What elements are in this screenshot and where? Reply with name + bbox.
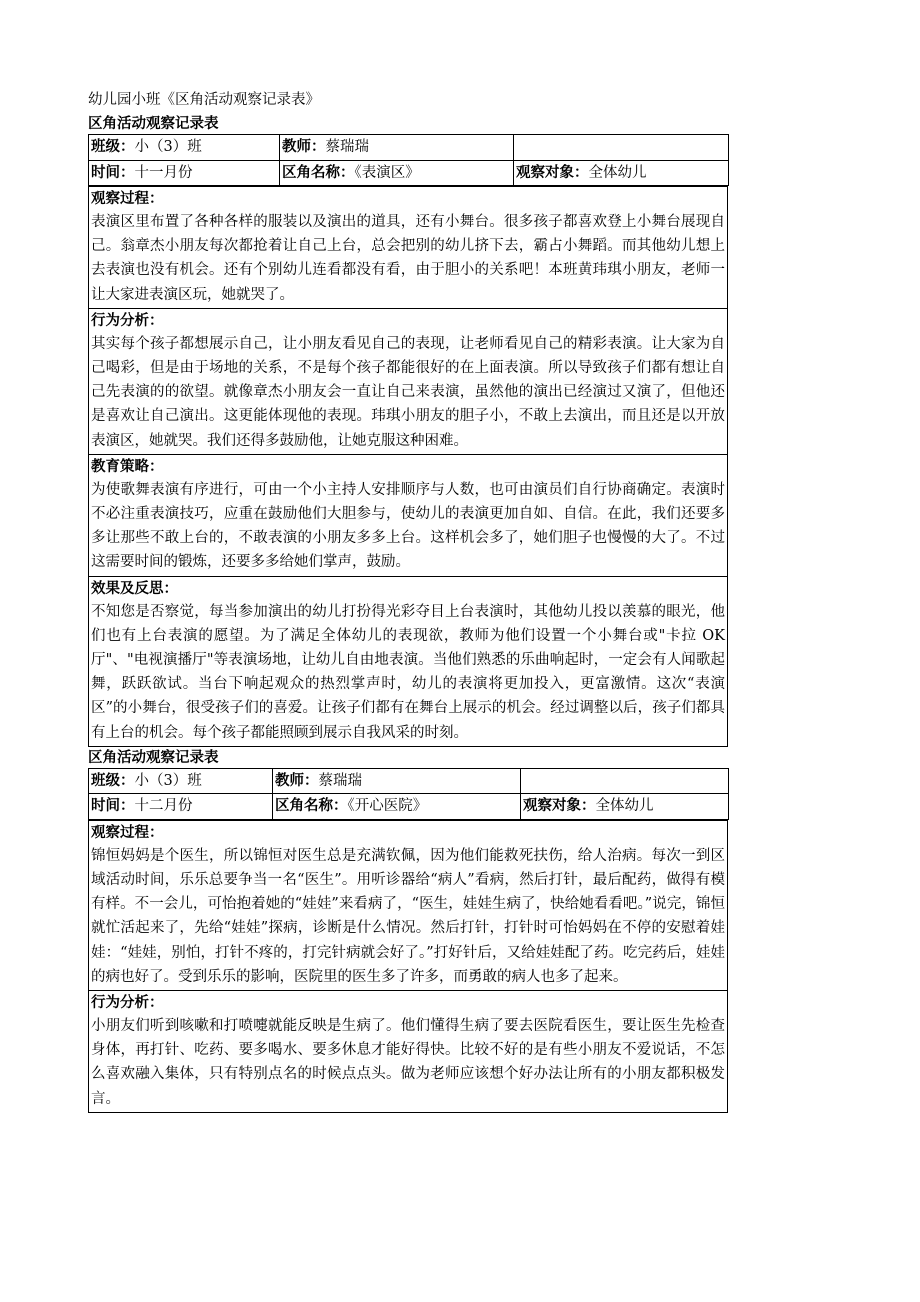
section-observation xyxy=(89,820,728,990)
section-observation xyxy=(89,187,728,309)
corner-value: 《开心医院》 xyxy=(347,798,428,815)
corner-label: 区角名称： xyxy=(275,797,348,815)
corner-value: 《表演区》 xyxy=(354,164,420,181)
section-analysis xyxy=(89,991,728,1113)
target-value: 全体幼儿 xyxy=(595,798,654,815)
class-cell xyxy=(89,768,273,794)
time-label: 时间： xyxy=(91,163,135,181)
record-row-time xyxy=(89,794,729,820)
section-heading: 效果及反思： xyxy=(91,579,178,597)
teacher-label: 教师： xyxy=(282,138,326,155)
record-row-class xyxy=(89,768,729,794)
section-analysis xyxy=(89,308,728,454)
target-cell xyxy=(521,794,729,820)
time-cell xyxy=(89,160,280,186)
corner-label: 区角名称： xyxy=(282,163,355,181)
section-text: 其实每个孩子都想展示自己，让小朋友看见自己的表现，让老师看见自己的精彩表演。让大家为自己喝彩，但是由于场地的关系，不是每个孩子都能很好的在上面表演。所以导致孩子们都有想让自己先表演的的欲望。就像章杰小朋友会一直让自己来表演，虽然他的演出已经演过又演了，但他还是喜欢让自己演出。这更能体现他的表现。玮琪小朋友的胆子小，不敢上去演出，而且还是以开放表演区，她就哭。我们还得多鼓励他，让她克服这种困难。 xyxy=(91,335,725,449)
section-text: 不知您是否察觉，每当参加演出的幼儿打扮得光彩夺目上台表演时，其他幼儿投以羡慕的眼光，他们也有上台表演的愿望。为了满足全体幼儿的表现欲，教师为他们设置一个小舞台或"卡拉 OK 厅"、"电视演播厅"等表演场地，让幼儿自由地表演。当他们熟悉的乐曲响起时，一定会有人闻歌起舞，跃跃欲试。当台下响起观众的热烈掌声时，幼儿的表演将更加投入，更富激情。这次“表演区”的小舞台，很受孩子们的喜爱。让孩子们都有在舞台上展示的机会。经过调整以后，孩子们都具有上台的机会。每个孩子都能照顾到展示自我风采的时刻。 xyxy=(91,603,725,741)
class-label: 班级： xyxy=(91,771,135,789)
section-heading: 行为分析： xyxy=(91,994,164,1012)
document-title: 幼儿园小班《区角活动观察记录表》 xyxy=(88,92,320,108)
section-heading: 教育策略： xyxy=(91,457,164,475)
empty-cell xyxy=(521,768,729,794)
teacher-cell xyxy=(280,135,514,161)
teacher-value: 蔡瑞瑞 xyxy=(318,772,362,789)
class-value: 小（3）班 xyxy=(134,772,202,789)
target-label: 观察对象： xyxy=(523,797,596,815)
section-reflection xyxy=(89,576,728,746)
teacher-label: 教师： xyxy=(275,771,319,789)
teacher-value: 蔡瑞瑞 xyxy=(325,139,369,155)
section-heading: 行为分析： xyxy=(91,311,164,329)
time-label: 时间： xyxy=(91,797,135,815)
target-value: 全体幼儿 xyxy=(588,164,647,181)
empty-cell xyxy=(514,135,729,161)
section-heading: 观察过程： xyxy=(91,823,164,841)
time-value: 十二月份 xyxy=(134,798,193,815)
class-cell xyxy=(89,135,280,161)
record-sections-table xyxy=(88,186,728,747)
corner-cell xyxy=(280,160,514,186)
class-value: 小（3）班 xyxy=(134,139,202,155)
record-sections-table xyxy=(88,820,728,1113)
time-cell xyxy=(89,794,273,820)
corner-cell xyxy=(273,794,521,820)
sheet-title: 区角活动观察记录表 xyxy=(88,748,219,766)
class-label: 班级： xyxy=(91,138,135,155)
target-label: 观察对象： xyxy=(516,163,589,181)
teacher-cell xyxy=(273,768,521,794)
record-row-time xyxy=(89,160,729,186)
section-strategy xyxy=(89,454,728,576)
section-text: 锦恒妈妈是个医生，所以锦恒对医生总是充满钦佩，因为他们能救死扶伤，给人治病。每次一到区域活动时间，乐乐总要争当一名“医生”。用听诊器给“病人”看病，然后打针，最后配药，做得有模有样。不一会儿，可怡抱着她的“娃娃”来看病了，“医生，娃娃生病了，快给她看看吧。”说完，锦恒就忙活起来了，先给“娃娃”探病，诊断是什么情况。然后打针，打针时可怡妈妈在不停的安慰着娃娃：“娃娃，别怕，打针不疼的，打完针病就会好了。”打好针后，又给娃娃配了药。吃完药后，娃娃的病也好了。受到乐乐的影响，医院里的医生多了许多，而勇敢的病人也多了起来。 xyxy=(91,847,725,985)
record-header-table xyxy=(88,768,729,820)
sheet-title: 区角活动观察记录表 xyxy=(88,115,219,132)
section-text: 为使歌舞表演有序进行，可由一个小主持人安排顺序与人数，也可由演员们自行协商确定。表演时不必注重表演技巧，应重在鼓励他们大胆参与，使幼儿的表演更加自如、自信。在此，我们还要多多让那些不敢上台的，不敢表演的小朋友多多上台。这样机会多了，她们胆子也慢慢的大了。不过这需要时间的锻炼，还要多多给她们掌声，鼓励。 xyxy=(91,481,725,571)
section-heading: 观察过程： xyxy=(91,190,164,207)
section-text: 表演区里布置了各种各样的服装以及演出的道具，还有小舞台。很多孩子都喜欢登上小舞台展现自己。翁章杰小朋友每次都抢着让自己上台，总会把别的幼儿挤下去，霸占小舞蹈。而其他幼儿想上去表演也没有机会。还有个别幼儿连看都没有看，由于胆小的关系吧！本班黄玮琪小朋友，老师一让大家进表演区玩，她就哭了。 xyxy=(91,214,725,303)
time-value: 十一月份 xyxy=(134,164,193,181)
section-text: 小朋友们听到咳嗽和打喷嚏就能反映是生病了。他们懂得生病了要去医院看医生，要让医生先检查身体，再打针、吃药、要多喝水、要多休息才能好得快。比较不好的是有些小朋友不爱说话，不怎么喜欢融入集体，只有特别点名的时候点点头。做为老师应该想个好办法让所有的小朋友都积极发言。 xyxy=(91,1018,725,1107)
target-cell xyxy=(514,160,729,186)
record-header-table xyxy=(88,134,729,186)
record-row-class xyxy=(89,135,729,161)
document-page xyxy=(88,88,728,1113)
